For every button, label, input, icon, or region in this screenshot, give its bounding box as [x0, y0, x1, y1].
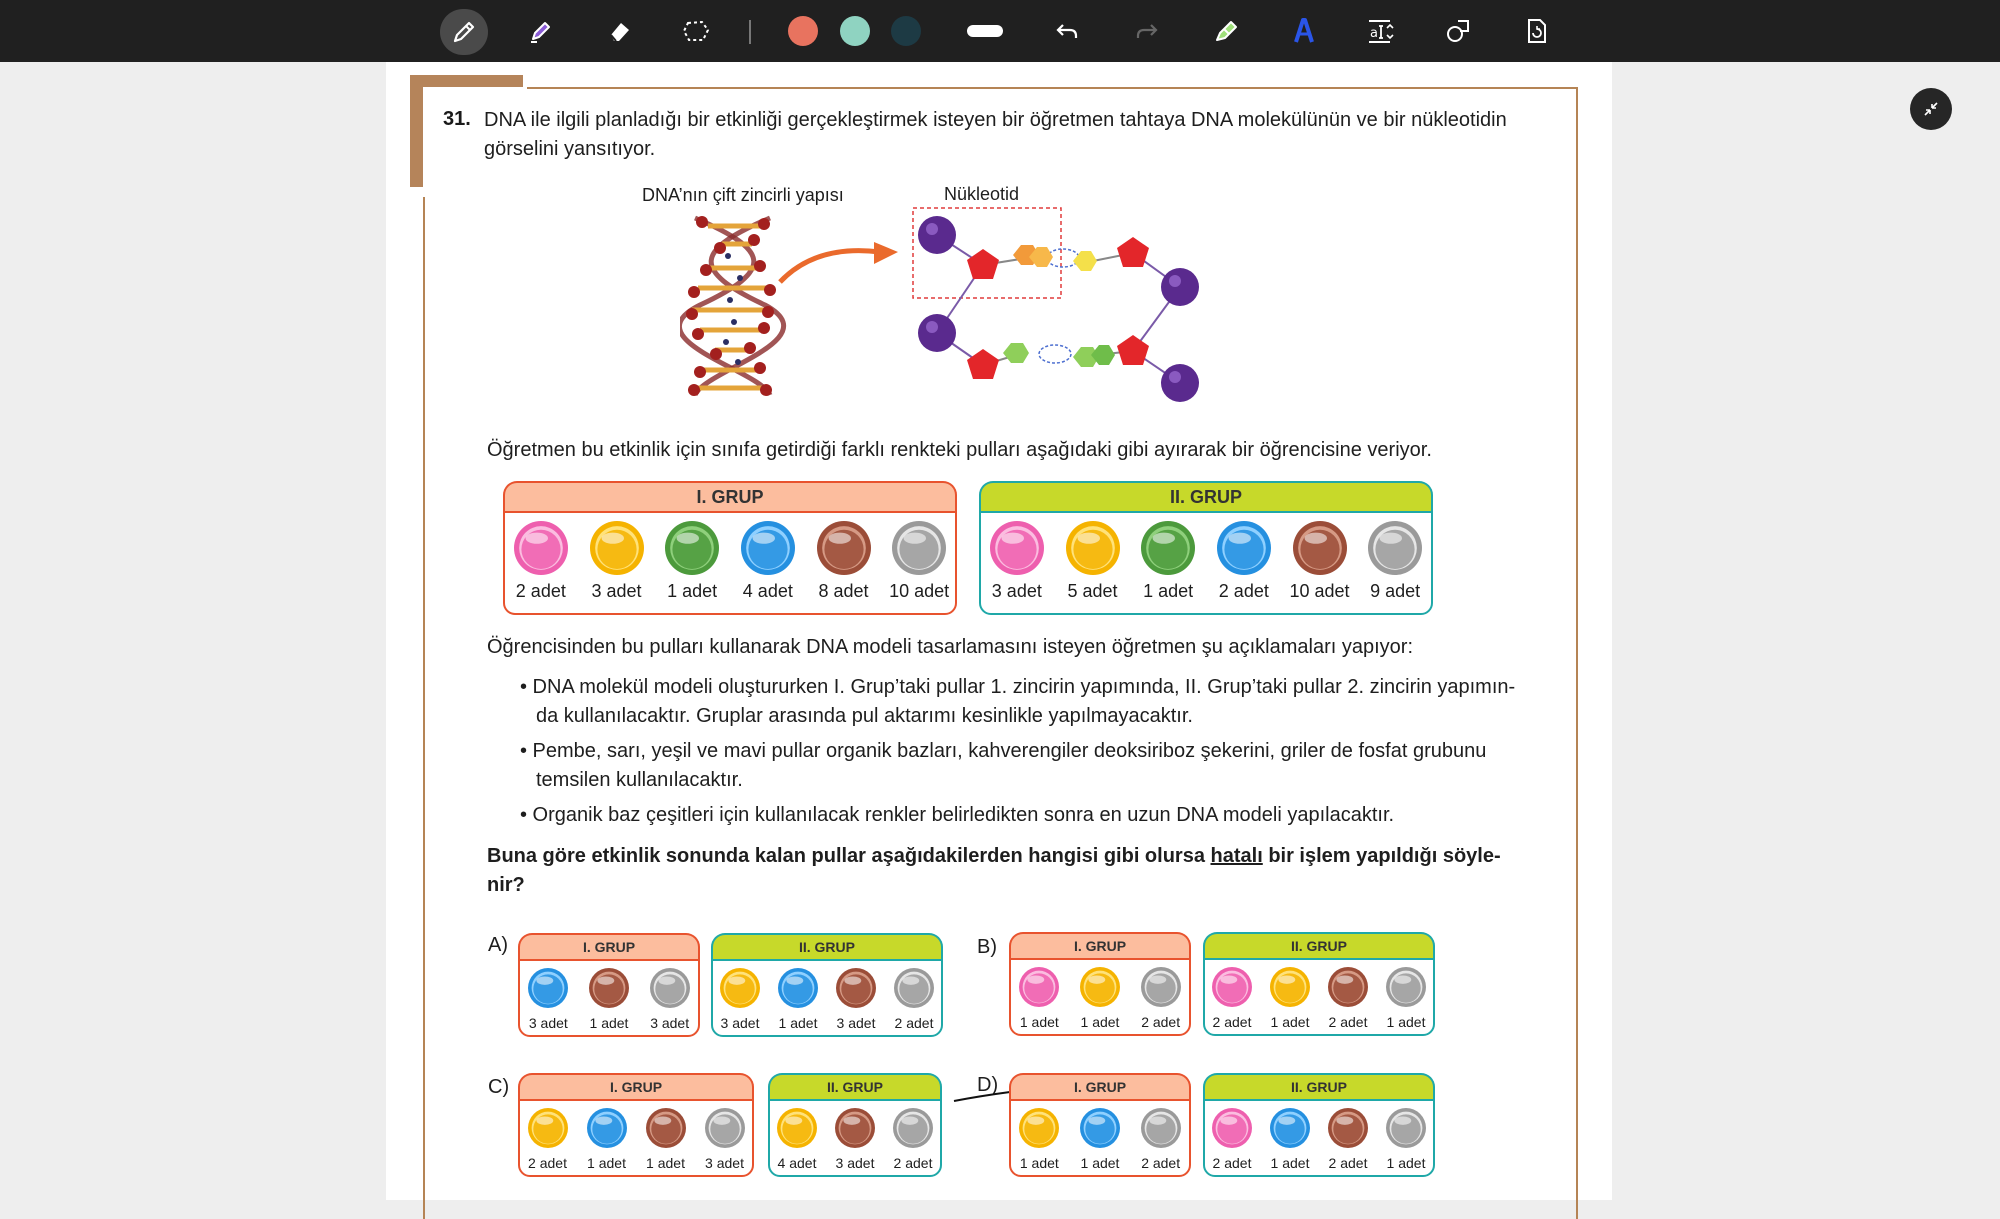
chip-gray: [891, 520, 947, 581]
blue-chip-icon: [777, 967, 819, 1009]
chip-blue: [1269, 1107, 1311, 1154]
chip-count-label: 1 adet: [667, 581, 718, 601]
yellow-chip-icon: [527, 1107, 569, 1149]
chip-gray: [1140, 966, 1182, 1013]
chip-brown: [816, 520, 872, 581]
chip-count-label: 9 adet: [1370, 581, 1421, 601]
yellow-chip-icon: [776, 1107, 818, 1149]
chip-count-label: 3 adet: [720, 1015, 760, 1031]
chip-count-label: 2 adet: [1212, 1155, 1252, 1171]
rotate-page-button[interactable]: [1513, 11, 1559, 51]
chip-count-label: 4 adet: [742, 581, 793, 601]
color-swatch-mint[interactable]: [840, 16, 870, 46]
brown-chip-icon: [588, 967, 630, 1009]
chip-green: [1140, 520, 1196, 581]
green-chip-icon: [1140, 520, 1196, 576]
eraser-icon: [605, 17, 633, 45]
chip-brown: [1327, 966, 1369, 1013]
blue-chip-icon: [1216, 520, 1272, 576]
gray-chip-icon: [649, 967, 691, 1009]
brown-chip-icon: [834, 1107, 876, 1149]
chip-blue: [1216, 520, 1272, 581]
question-prompt-line2: nir?: [487, 874, 525, 896]
stroke-width-icon: [967, 25, 1003, 37]
highlighter-tool-button[interactable]: [518, 11, 564, 51]
chip-count-label: 1 adet: [1386, 1014, 1426, 1030]
chip-brown: [588, 967, 630, 1014]
exit-fullscreen-button[interactable]: [1910, 88, 1952, 130]
lasso-tool-button[interactable]: [673, 11, 719, 51]
chip-blue: [527, 967, 569, 1014]
explain-text: Öğrencisinden bu pulları kullanarak DNA modeli tasarlamasını isteyen öğretmen şu açıklamaları yapıyor:: [487, 636, 1413, 658]
chip-gray: [1140, 1107, 1182, 1154]
collapse-arrows-icon: [1921, 99, 1941, 119]
brown-chip-icon: [1327, 966, 1369, 1008]
option-c-group-2: [768, 1073, 942, 1177]
chip-count-label: 1 adet: [1019, 1155, 1059, 1171]
pink-chip-icon: [1211, 1107, 1253, 1149]
chip-count-label: 2 adet: [528, 1155, 567, 1171]
bullet-1-line2: da kullanılacaktır. Gruplar arasında pul aktarımı kesinlikle yapılmayacaktır.: [536, 705, 1193, 727]
chip-blue: [586, 1107, 628, 1154]
chip-count-label: 10 adet: [1289, 581, 1350, 601]
chip-count-label: 3 adet: [705, 1155, 744, 1171]
yellow-chip-icon: [1065, 520, 1121, 576]
green-chip-icon: [664, 520, 720, 576]
blue-chip-icon: [1079, 1107, 1121, 1149]
chip-gray: [892, 1107, 934, 1154]
chip-brown: [1327, 1107, 1369, 1154]
bullet-1-line1: • DNA molekül modeli oluştururken I. Grup’taki pullar 1. zincirin yapımında, II. Grup’taki pullar 2. zincirin yapımın-: [520, 676, 1516, 698]
rotate-page-icon: [1521, 16, 1551, 46]
chip-yellow: [527, 1107, 569, 1154]
chip-brown: [834, 1107, 876, 1154]
prompt-part2: bir işlem yapıldığı söyle-: [1262, 845, 1501, 867]
group-2-header: II. GRUP: [979, 481, 1433, 511]
highlighter-icon: [527, 17, 555, 45]
blue-chip-icon: [1269, 1107, 1311, 1149]
option-c-label[interactable]: C): [488, 1076, 510, 1098]
chip-yellow: [1065, 520, 1121, 581]
option-b-label[interactable]: B): [977, 936, 997, 958]
pink-chip-icon: [1211, 966, 1253, 1008]
gray-chip-icon: [1385, 1107, 1427, 1149]
yellow-chip-icon: [589, 520, 645, 576]
chip-yellow: [1018, 1107, 1060, 1154]
chip-count-label: 2 adet: [1328, 1155, 1368, 1171]
blue-chip-icon: [527, 967, 569, 1009]
chip-gray: [1385, 1107, 1427, 1154]
chip-count-label: 2 adet: [1212, 1014, 1252, 1030]
gray-chip-icon: [704, 1107, 746, 1149]
option-b-group-2: [1203, 932, 1435, 1036]
yellow-chip-icon: [1018, 1107, 1060, 1149]
toolbar-divider: [749, 20, 751, 44]
bullet-3: • Organik baz çeşitleri için kullanılacak renkler belirledikten sonra en uzun DNA modeli yapılacaktır.: [520, 804, 1395, 826]
chip-count-label: 2 adet: [1141, 1155, 1181, 1171]
chip-gray: [704, 1107, 746, 1154]
question-prompt-line1: [487, 842, 1501, 871]
chip-count-label: 8 adet: [818, 581, 869, 601]
chip-count-label: 1 adet: [1019, 1014, 1059, 1030]
option-a-label[interactable]: A): [488, 934, 508, 956]
question-stem-line2: görselini yansıtıyor.: [484, 138, 656, 160]
group-1-header: I. GRUP: [1009, 932, 1191, 958]
stroke-width-button[interactable]: [962, 11, 1008, 51]
brown-chip-icon: [835, 967, 877, 1009]
group-1-header: I. GRUP: [1009, 1073, 1191, 1099]
chip-yellow: [1079, 966, 1121, 1013]
blue-chip-icon: [740, 520, 796, 576]
intro-text: Öğretmen bu etkinlik için sınıfa getirdiği farklı renkteki pulları aşağıdaki gibi ayırarak bir öğrencisine veriyor.: [487, 439, 1432, 461]
option-b-group-1: [1009, 932, 1191, 1036]
chip-count-label: 1 adet: [1143, 581, 1194, 601]
chip-brown: [835, 967, 877, 1014]
pink-chip-icon: [989, 520, 1045, 576]
group-1-header: I. GRUP: [518, 933, 700, 959]
lasso-icon: [680, 17, 712, 45]
nucleotide-caption: Nükleotid: [944, 184, 1020, 204]
chip-gray: [1385, 966, 1427, 1013]
text-style-icon: [1290, 16, 1318, 46]
chip-count-label: 2 adet: [515, 581, 566, 601]
chip-green: [664, 520, 720, 581]
option-d-group-1: [1009, 1073, 1191, 1177]
handwritten-strike-mark: [952, 1076, 1014, 1104]
chip-count-label: 3 adet: [836, 1015, 876, 1031]
pink-chip-icon: [1018, 966, 1060, 1008]
group-1-header: I. GRUP: [518, 1073, 754, 1099]
chip-yellow: [719, 967, 761, 1014]
arrow-illustration: [776, 238, 902, 288]
chip-count-label: 3 adet: [835, 1155, 875, 1171]
group-2-header: II. GRUP: [711, 933, 943, 959]
text-size-icon: [1366, 16, 1396, 46]
chip-blue: [777, 967, 819, 1014]
bullet-2-line2: temsilen kullanılacaktır.: [536, 769, 743, 791]
chip-blue: [740, 520, 796, 581]
chip-pink: [1211, 1107, 1253, 1154]
bullet-2-line1: • Pembe, sarı, yeşil ve mavi pullar organik bazları, kahverengiler deoksiriboz şekerini, griler de fosfat grubunu: [520, 740, 1487, 762]
chip-gray: [893, 967, 935, 1014]
yellow-chip-icon: [719, 967, 761, 1009]
color-swatch-coral[interactable]: [788, 16, 818, 46]
svg-text:a: a: [1370, 26, 1378, 41]
chip-count-label: 2 adet: [1328, 1014, 1368, 1030]
option-d-label[interactable]: D): [977, 1074, 999, 1096]
text-style-button[interactable]: [1281, 11, 1327, 51]
group-1-main: [503, 481, 957, 615]
dna-double-helix-illustration: [680, 210, 790, 400]
group-2-header: II. GRUP: [1203, 932, 1435, 958]
group-2-header: II. GRUP: [768, 1073, 942, 1099]
chip-count-label: 1 adet: [778, 1015, 818, 1031]
shapes-button[interactable]: [1436, 11, 1482, 51]
dna-caption: DNA’nın çift zincirli yapısı: [642, 185, 844, 205]
chip-count-label: 1 adet: [1080, 1155, 1120, 1171]
chip-pink: [1211, 966, 1253, 1013]
eraser-tool-button[interactable]: [596, 11, 642, 51]
annotation-toolbar: [0, 0, 2000, 62]
prompt-underlined-word: hatalı: [1210, 845, 1263, 867]
group-2-header: II. GRUP: [1203, 1073, 1435, 1099]
gray-chip-icon: [1367, 520, 1423, 576]
chip-count-label: 2 adet: [893, 1155, 933, 1171]
chip-count-label: 2 adet: [1141, 1014, 1181, 1030]
pink-chip-icon: [513, 520, 569, 576]
chip-count-label: 1 adet: [1080, 1014, 1120, 1030]
option-d-group-2: [1203, 1073, 1435, 1177]
text-size-button[interactable]: [1358, 11, 1404, 51]
option-c-group-1: [518, 1073, 754, 1177]
chip-pink: [989, 520, 1045, 581]
chip-pink: [513, 520, 569, 581]
redo-icon: [1133, 17, 1161, 45]
chip-pink: [1018, 966, 1060, 1013]
group-2-main: [979, 481, 1433, 615]
chip-yellow: [776, 1107, 818, 1154]
gray-chip-icon: [892, 1107, 934, 1149]
chip-yellow: [1269, 966, 1311, 1013]
chip-count-label: 1 adet: [589, 1015, 629, 1031]
chip-gray: [1367, 520, 1423, 581]
chip-count-label: 10 adet: [889, 581, 950, 601]
question-stem-line1: DNA ile ilgili planladığı bir etkinliği gerçekleştirmek isteyen bir öğretmen tahtaya DNA molekülünün ve bir nükleotidin: [484, 109, 1507, 131]
chip-yellow: [589, 520, 645, 581]
blue-chip-icon: [586, 1107, 628, 1149]
chip-brown: [1292, 520, 1348, 581]
yellow-chip-icon: [1269, 966, 1311, 1008]
undo-button[interactable]: [1044, 11, 1090, 51]
chip-gray: [649, 967, 691, 1014]
gray-chip-icon: [893, 967, 935, 1009]
yellow-chip-icon: [1079, 966, 1121, 1008]
chip-count-label: 2 adet: [894, 1015, 934, 1031]
undo-icon: [1053, 17, 1081, 45]
redo-button[interactable]: [1124, 11, 1170, 51]
marker-icon: [1211, 16, 1241, 46]
chip-count-label: 1 adet: [646, 1155, 685, 1171]
chip-count-label: 1 adet: [1270, 1155, 1310, 1171]
option-a-group-2: [711, 933, 943, 1037]
group-1-header: I. GRUP: [503, 481, 957, 511]
brown-chip-icon: [645, 1107, 687, 1149]
chip-count-label: 3 adet: [591, 581, 642, 601]
prompt-part1: Buna göre etkinlik sonunda kalan pullar aşağıdakilerden hangisi gibi olursa: [487, 845, 1211, 867]
brown-chip-icon: [1327, 1107, 1369, 1149]
gray-chip-icon: [1140, 966, 1182, 1008]
chip-count-label: 1 adet: [587, 1155, 626, 1171]
chip-count-label: 5 adet: [1067, 581, 1118, 601]
chip-brown: [645, 1107, 687, 1154]
color-swatch-dark-teal[interactable]: [891, 16, 921, 46]
chip-count-label: 3 adet: [650, 1015, 690, 1031]
chip-count-label: 2 adet: [1218, 581, 1269, 601]
option-a-group-1: [518, 933, 700, 1037]
marker-tool-button[interactable]: [1203, 11, 1249, 51]
brown-chip-icon: [816, 520, 872, 576]
chip-blue: [1079, 1107, 1121, 1154]
pen-icon: [450, 18, 478, 46]
gray-chip-icon: [1140, 1107, 1182, 1149]
brown-chip-icon: [1292, 520, 1348, 576]
chip-count-label: 3 adet: [991, 581, 1042, 601]
gray-chip-icon: [1385, 966, 1427, 1008]
pen-tool-button[interactable]: [440, 9, 488, 55]
chip-count-label: 1 adet: [1386, 1155, 1426, 1171]
chip-count-label: 1 adet: [1270, 1014, 1310, 1030]
nucleotide-chain-illustration: [905, 205, 1205, 405]
chip-count-label: 4 adet: [777, 1155, 817, 1171]
shapes-icon: [1444, 16, 1474, 46]
chip-count-label: 3 adet: [528, 1015, 568, 1031]
gray-chip-icon: [891, 520, 947, 576]
question-number: 31.: [443, 108, 471, 130]
